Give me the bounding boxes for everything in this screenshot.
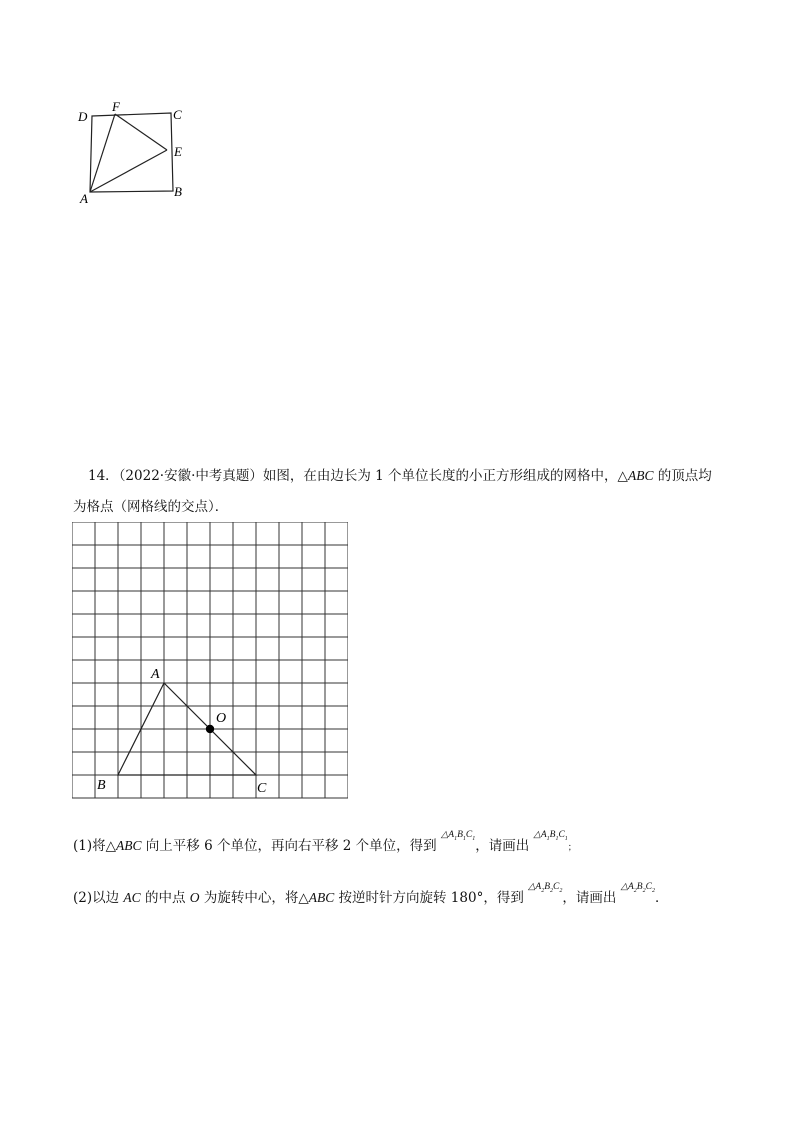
grid-figure bbox=[72, 522, 348, 802]
question-14-stem-line2: 为格点（网格线的交点）． bbox=[73, 499, 229, 515]
grid-label-A: A bbox=[151, 667, 160, 682]
label-F: F bbox=[112, 99, 120, 114]
grid-label-O: O bbox=[216, 711, 227, 726]
geometry-figure-square bbox=[75, 96, 205, 211]
grid-label-C: C bbox=[257, 781, 267, 796]
label-B: B bbox=[174, 184, 182, 199]
triangle-A2B2C2-label: △A2B2C2 bbox=[528, 882, 563, 894]
question-14-part-2: (2)以边 AC 的中点 O 为旋转中心，将△ABC 按逆时针方向旋转 180°，得到 $^{\triangle A_2B_2C_2}$，请画出 $^{\triangle A_2B_2C_2}$． bbox=[73, 882, 669, 906]
label-C: C bbox=[173, 107, 182, 122]
label-D: D bbox=[78, 109, 88, 124]
triangle-A2B2C2-label-2: △A2B2C2 bbox=[620, 882, 655, 894]
question-14-part-1: (1)将△ABC 向上平移 6 个单位，再向右平移 2 个单位，得到 $^{\triangle A_1B_1C_1}$，请画出 $^{\triangle A_1B_1C_1}$； bbox=[73, 830, 577, 854]
triangle-A1B1C1-label-2: △A1B1C1 bbox=[533, 830, 568, 842]
label-E: E bbox=[174, 144, 182, 159]
question-14-stem: 14．（2022·安徽·中考真题）如图，在由边长为 1 个单位长度的小正方形组成的网格中，△ABC 的顶点均 bbox=[88, 468, 712, 484]
segment-FE bbox=[115, 114, 167, 150]
triangle-A1B1C1-label: △A1B1C1 bbox=[440, 830, 476, 842]
grid-lines bbox=[72, 522, 348, 798]
point-O bbox=[206, 725, 214, 733]
question-number: 14． bbox=[88, 468, 119, 484]
question-source: （2022·安徽·中考真题） bbox=[118, 468, 263, 484]
label-A: A bbox=[80, 191, 88, 206]
grid-label-B: B bbox=[97, 778, 106, 793]
